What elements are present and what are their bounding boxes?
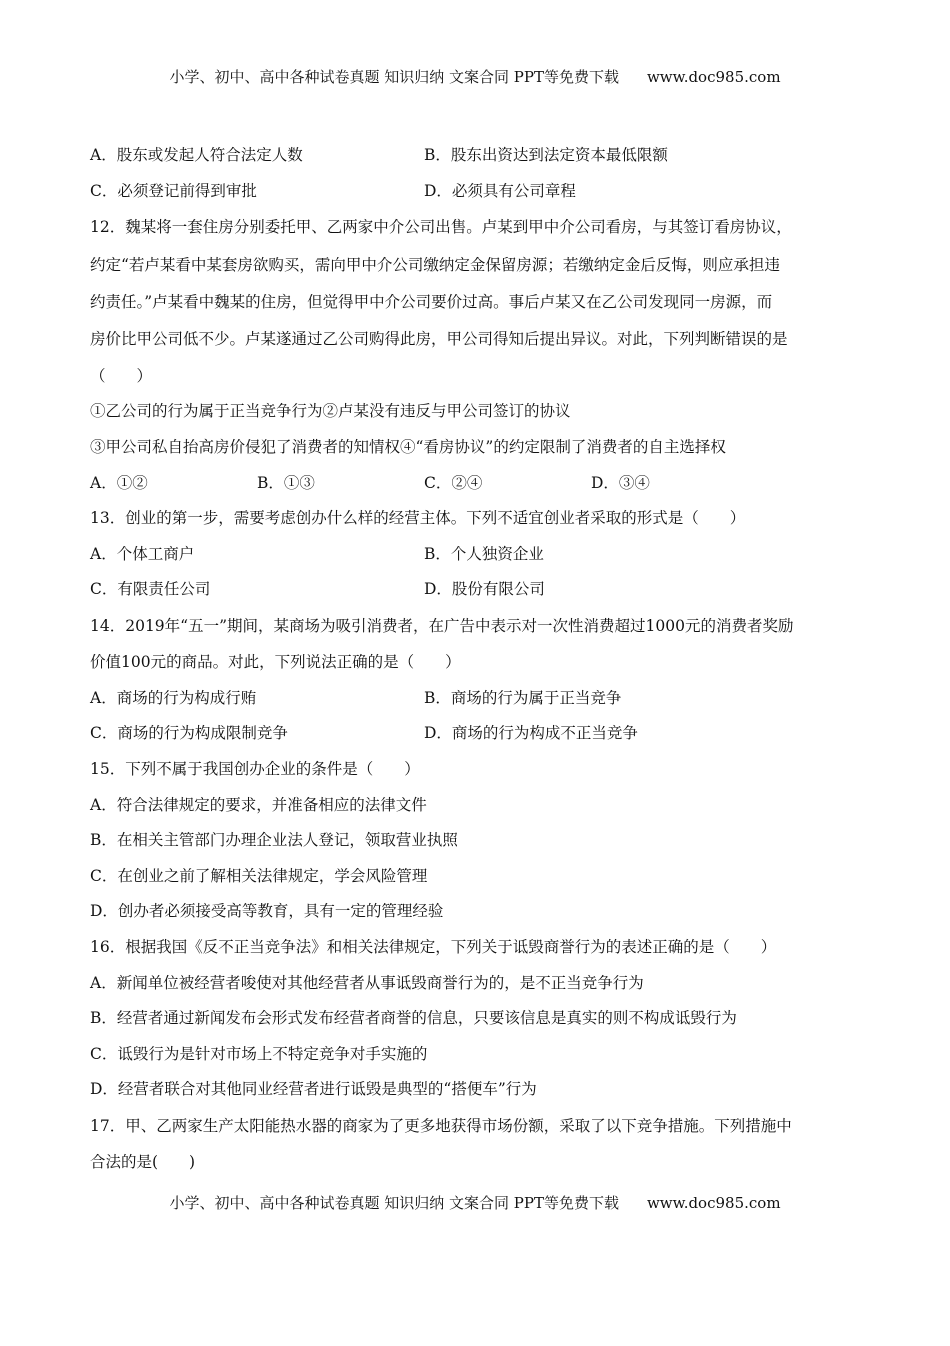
q12-option-d: D．③④ (591, 473, 650, 492)
q14-options-row-1 (90, 681, 875, 717)
q12-answer-blank: （ ） (90, 366, 153, 385)
q16-option-b: B．经营者通过新闻发布会形式发布经营者商誉的信息，只要该信息是真实的则不构成诋毁行为 (90, 1009, 737, 1028)
q12-stem-line-3: 约责任。”卢某看中魏某的住房，但觉得甲中介公司要价过高。事后卢某又在乙公司发现同一房源，而 (90, 292, 773, 311)
q14-stem-line-2: 价值100元的商品。对此，下列说法正确的是（ ） (90, 653, 461, 672)
q13-option-c: C．有限责任公司 (90, 580, 211, 599)
q12-stem-line-4: 房价比甲公司低不少。卢某遂通过乙公司购得此房，甲公司得知后提出异议。对此，下列判断错误的是 (90, 330, 788, 349)
q11-options-row-1 (90, 138, 875, 174)
q11-option-c: C．必须登记前得到审批 (90, 181, 257, 200)
q12-option-b: B．①③ (257, 473, 315, 492)
footer-url[interactable]: www.doc985.com (646, 1194, 781, 1212)
q14-option-b: B．商场的行为属于正当竞争 (424, 688, 622, 707)
q14-stem-line-1: 14．2019年“五一”期间，某商场为吸引消费者，在广告中表示对一次性消费超过1000元的消费者奖励 (90, 616, 794, 635)
q11-option-b: B．股东出资达到法定资本最低限额 (424, 146, 668, 164)
q12-statement-2: ③甲公司私自抬高房价侵犯了消费者的知情权④“看房协议”的约定限制了消费者的自主选择权 (90, 437, 726, 456)
q16-option-a: A．新闻单位被经营者唆使对其他经营者从事诋毁商誉行为的，是不正当竞争行为 (90, 973, 644, 992)
q13-options-row-1 (90, 537, 875, 573)
q14-options-row-2 (90, 716, 875, 752)
q11-option-d: D．必须具有公司章程 (424, 181, 576, 200)
q13-stem: 13．创业的第一步，需要考虑创办什么样的经营主体。下列不适宜创业者采取的形式是（ ） (90, 509, 746, 528)
q12-stem-line-1: 12．魏某将一套住房分别委托甲、乙两家中介公司出售。卢某到甲中介公司看房，与其签订看房协议， (90, 218, 792, 237)
q16-stem: 16．根据我国《反不正当竞争法》和相关法律规定，下列关于诋毁商誉行为的表述正确的是（ ） (90, 938, 777, 957)
q17-stem-line-1: 17．甲、乙两家生产太阳能热水器的商家为了更多地获得市场份额，采取了以下竞争措施。下列措施中 (90, 1117, 792, 1136)
q14-option-a: A．商场的行为构成行贿 (90, 688, 257, 707)
q15-option-d: D．创办者必须接受高等教育，具有一定的管理经验 (90, 902, 444, 921)
q16-option-d: D．经营者联合对其他同业经营者进行诋毁是典型的“搭便车”行为 (90, 1080, 537, 1099)
page-footer (0, 1192, 950, 1213)
q12-options-row (90, 466, 875, 502)
q13-option-b: B．个人独资企业 (424, 544, 544, 563)
q13-option-a: A．个体工商户 (90, 544, 195, 563)
q12-option-c: C．②④ (424, 473, 483, 492)
q13-options-row-2 (90, 572, 875, 608)
footer-text: 小学、初中、高中各种试卷真题 知识归纳 文案合同 PPT等免费下载 (169, 1194, 619, 1212)
q15-option-a: A．符合法律规定的要求，并准备相应的法律文件 (90, 795, 427, 814)
q12-option-a: A．①② (90, 473, 148, 492)
question-content (90, 138, 875, 1181)
q15-option-b: B．在相关主管部门办理企业法人登记，领取营业执照 (90, 831, 458, 850)
q16-option-c: C．诋毁行为是针对市场上不特定竞争对手实施的 (90, 1044, 428, 1063)
page-header (0, 66, 950, 87)
q15-stem: 15．下列不属于我国创办企业的条件是（ ） (90, 760, 420, 779)
q15-option-c: C．在创业之前了解相关法律规定，学会风险管理 (90, 866, 428, 885)
q17-stem-line-2: 合法的是( ) (90, 1153, 196, 1172)
q12-stem-line-2: 约定“若卢某看中某套房欲购买，需向甲中介公司缴纳定金保留房源；若缴纳定金后反悔，则应承担违 (90, 255, 780, 274)
q13-option-d: D．股份有限公司 (424, 580, 545, 599)
q11-options-row-2 (90, 174, 875, 210)
header-url[interactable]: www.doc985.com (646, 68, 781, 86)
q12-statement-1: ①乙公司的行为属于正当竞争行为②卢某没有违反与甲公司签订的协议 (90, 402, 571, 421)
q14-option-c: C．商场的行为构成限制竞争 (90, 724, 288, 743)
q14-option-d: D．商场的行为构成不正当竞争 (424, 724, 638, 743)
header-text: 小学、初中、高中各种试卷真题 知识归纳 文案合同 PPT等免费下载 (169, 68, 619, 86)
q11-option-a: A．股东或发起人符合法定人数 (90, 146, 303, 164)
